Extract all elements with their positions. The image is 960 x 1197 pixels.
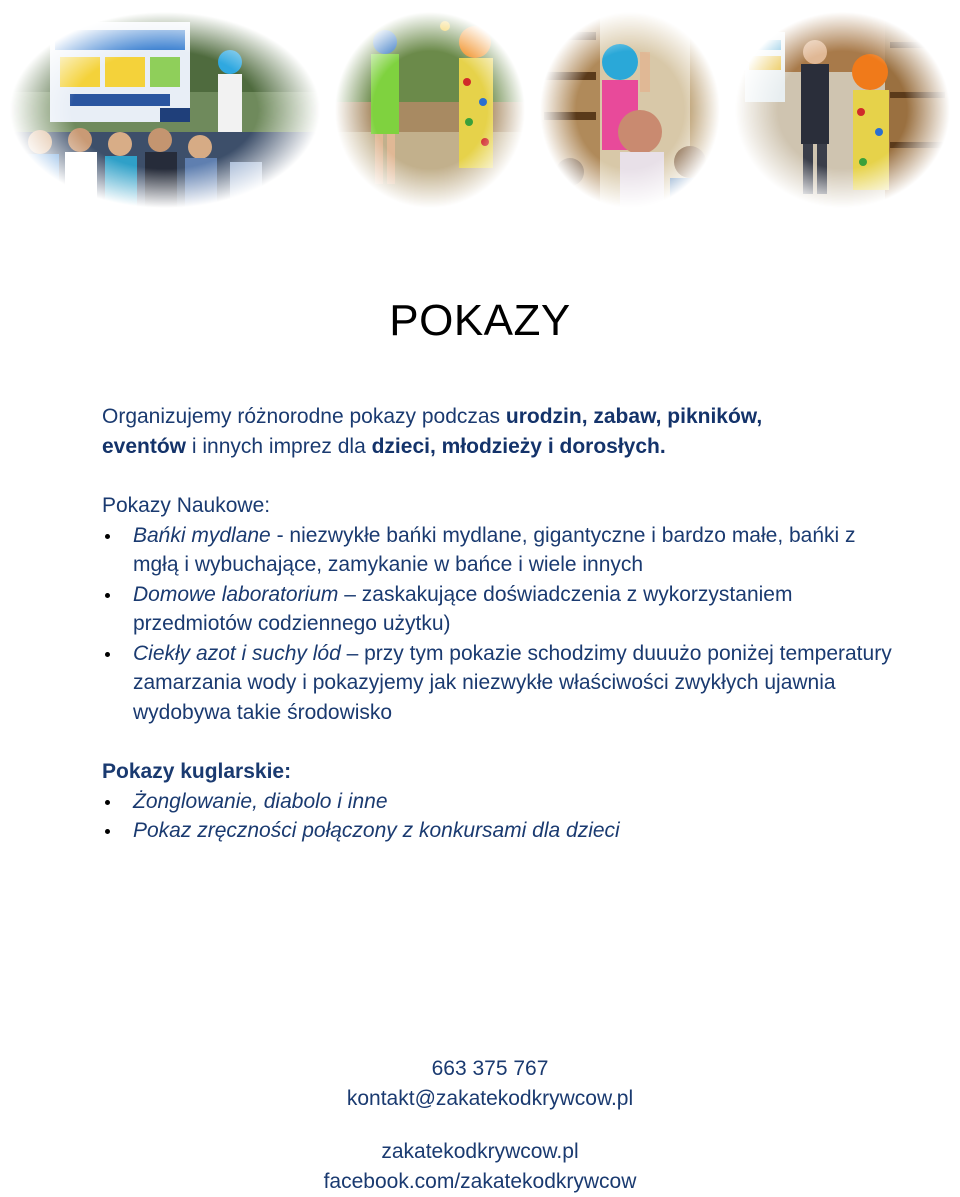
science-list <box>102 521 902 728</box>
juggling-list <box>102 787 902 846</box>
item-description: – przy tym pokazie schodzimy duuużo poniżej temperatury zamarzania wody i pokazyjemy jak niezwykłe właściwości zwykłych ujawnia wydobywa takie środowisko <box>133 641 892 724</box>
email-link[interactable]: kontakt@zakatekodkrywcow.pl <box>346 1087 634 1110</box>
phone-number: 663 375 767 <box>431 1057 549 1080</box>
item-name: Bańki mydlane <box>133 523 271 547</box>
list-item: Pokaz zręczności połączony z konkursami dla dzieci <box>102 816 902 846</box>
science-heading: Pokazy Naukowe: <box>102 494 271 517</box>
facebook-link[interactable]: facebook.com/zakatekodkrywcow <box>323 1170 637 1193</box>
list-item <box>102 580 902 639</box>
item-name: Domowe laboratorium <box>133 582 339 606</box>
web-block <box>0 1137 900 1197</box>
photo-clowns <box>335 12 525 208</box>
contact-block <box>0 1054 900 1114</box>
main-content <box>102 402 902 846</box>
juggling-heading: Pokazy kuglarskie: <box>102 760 292 783</box>
list-item <box>102 521 902 580</box>
item-name: Ciekły azot i suchy lód <box>133 641 341 665</box>
list-item <box>102 639 902 728</box>
intro-text-1: Organizujemy różnorodne pokazy podczas <box>102 405 506 428</box>
website-link[interactable]: zakatekodkrywcow.pl <box>381 1140 579 1163</box>
intro-bold-1: urodzin, zabaw, pikników, <box>505 405 763 428</box>
list-item: Żonglowanie, diabolo i inne <box>102 787 902 817</box>
intro-paragraph <box>102 402 902 461</box>
item-description: – zaskakujące doświadczenia z wykorzystaniem przedmiotów codziennego użytku) <box>133 582 793 635</box>
page-title: POKAZY <box>389 296 571 345</box>
intro-text-2: i innych imprez dla <box>186 434 372 458</box>
intro-bold-line2: eventów <box>102 434 187 458</box>
intro-bold-2: dzieci, młodzieży i dorosłych. <box>371 434 666 458</box>
photo-strip <box>0 0 960 215</box>
item-description: - niezwykłe bańki mydlane, gigantyczne i bardzo małe, bańki z mgłą i wybuchające, zamykanie w bańce i wiele innych <box>133 523 856 576</box>
photo-library <box>735 12 950 208</box>
photo-outdoor-show <box>10 12 320 208</box>
photo-classroom <box>540 12 720 208</box>
